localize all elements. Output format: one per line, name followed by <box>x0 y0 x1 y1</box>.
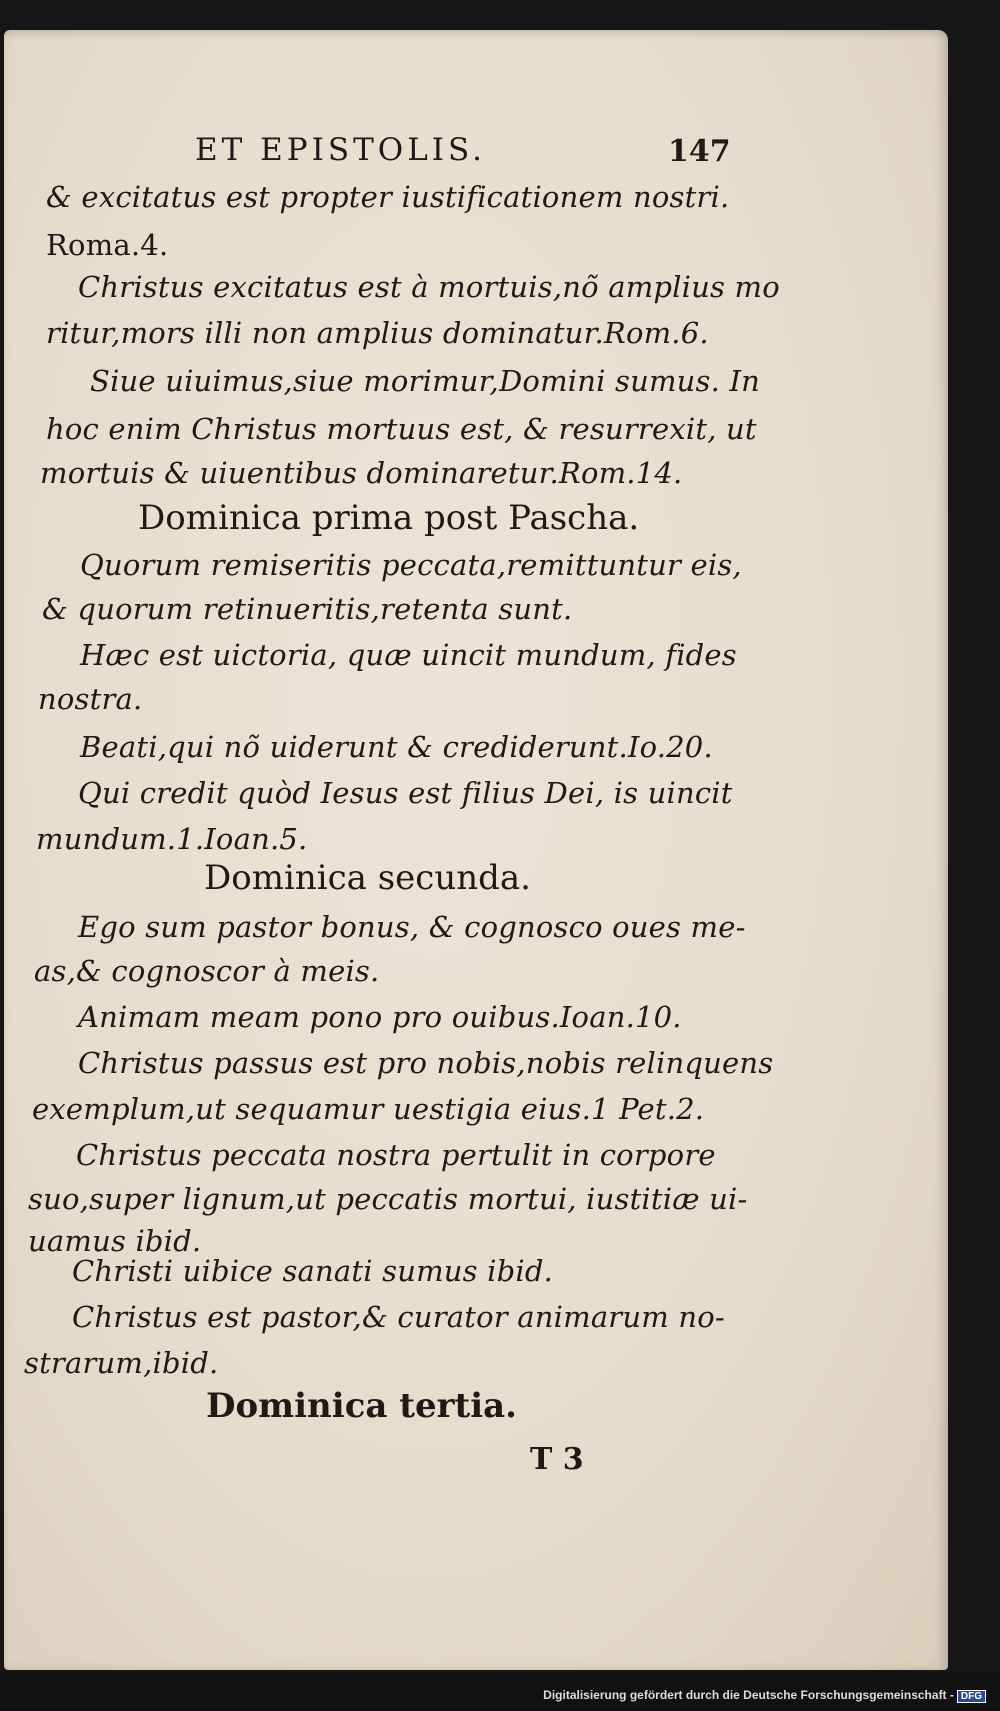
text-line: Christus peccata nostra pertulit in corpore <box>76 1138 716 1172</box>
dfg-logo: DFG <box>957 1690 986 1703</box>
text-line: Christus excitatus est à mortuis,nõ amplius mo <box>78 270 780 304</box>
text-line: as,& cognoscor à meis. <box>34 954 380 988</box>
page-number: 147 <box>668 134 731 169</box>
text-line: exemplum,ut sequamur uestigia eius.1 Pet.2. <box>32 1092 705 1126</box>
text-line: suo,super lignum,ut peccatis mortui, iustitiæ ui- <box>28 1182 748 1216</box>
credit-text: Digitalisierung gefördert durch die Deutsche Forschungsgemeinschaft - <box>543 1688 954 1702</box>
signature-mark: T 3 <box>530 1442 584 1477</box>
text-line: & excitatus est propter iustificationem nostri. <box>46 180 730 214</box>
running-header: ET EPISTOLIS. <box>195 132 487 168</box>
text-line: Roma.4. <box>46 228 169 262</box>
text-line: Animam meam pono pro ouibus.Ioan.10. <box>78 1000 682 1034</box>
text-line: ritur,mors illi non amplius dominatur.Rom.6. <box>46 316 709 350</box>
text-line: Qui credit quòd Iesus est filius Dei, is uincit <box>78 776 733 810</box>
digitization-credit <box>543 1688 986 1703</box>
text-line: Beati,qui nõ uiderunt & crediderunt.Io.20. <box>80 730 713 764</box>
text-line: Christus passus est pro nobis,nobis relinquens <box>78 1046 774 1080</box>
text-line: Siue uiuimus,siue morimur,Domini sumus. In <box>90 364 761 398</box>
text-line: nostra. <box>38 682 143 716</box>
text-line: mortuis & uiuentibus dominaretur.Rom.14. <box>40 456 683 490</box>
text-line: Christus est pastor,& curator animarum no- <box>72 1300 725 1334</box>
text-line: uamus ibid. <box>28 1224 202 1258</box>
section-heading: Dominica prima post Pascha. <box>138 498 640 538</box>
text-line: Ego sum pastor bonus, & cognosco oues me- <box>78 910 746 944</box>
text-line: Christi uibice sanati sumus ibid. <box>72 1254 554 1288</box>
text-line: Hæc est uictoria, quæ uincit mundum, fides <box>80 638 737 672</box>
section-heading: Dominica tertia. <box>206 1386 517 1426</box>
text-line: hoc enim Christus mortuus est, & resurrexit, ut <box>46 412 757 446</box>
text-line: mundum.1.Ioan.5. <box>36 822 308 856</box>
text-line: Quorum remiseritis peccata,remittuntur eis, <box>80 548 742 582</box>
text-line: strarum,ibid. <box>24 1346 219 1380</box>
section-heading: Dominica secunda. <box>204 858 531 898</box>
text-line: & quorum retinueritis,retenta sunt. <box>42 592 573 626</box>
